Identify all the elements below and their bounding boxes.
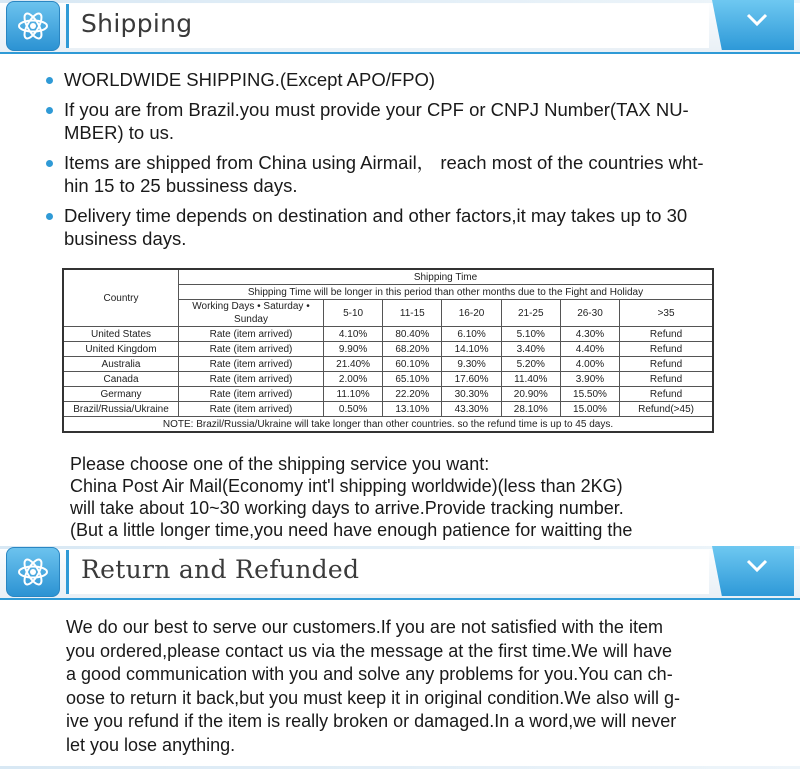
value-cell: 80.40% (383, 327, 442, 342)
value-cell: 11.40% (501, 372, 560, 387)
table-row (63, 357, 713, 372)
list-item: Delivery time depends on destination and other factors,it may takes up to 30 business days. (46, 204, 746, 251)
column-header: 11-15 (383, 300, 442, 327)
value-cell: 0.50% (324, 402, 383, 417)
bottom-divider (0, 766, 800, 769)
rate-cell: Rate (item arrived) (179, 357, 324, 372)
list-item: WORLDWIDE SHIPPING.(Except APO/FPO) (46, 68, 746, 92)
rate-cell: Rate (item arrived) (179, 402, 324, 417)
value-cell: 30.30% (442, 387, 501, 402)
bullet-dot (46, 77, 53, 84)
rate-cell: Rate (item arrived) (179, 327, 324, 342)
column-header: >35 (620, 300, 713, 327)
table-row (63, 327, 713, 342)
value-cell: 60.10% (383, 357, 442, 372)
value-cell: 68.20% (383, 342, 442, 357)
value-cell: 2.00% (324, 372, 383, 387)
value-cell: 13.10% (383, 402, 442, 417)
country-cell: Canada (63, 372, 179, 387)
banner-title-box (66, 4, 709, 48)
text-line: (But a little longer time,you need have enough patience for waitting the (70, 520, 633, 540)
text-line: We do our best to serve our customers.If you are not satisfied with the item (66, 617, 663, 637)
banner-stripe (0, 0, 800, 3)
text-line: China Post Air Mail(Economy int'l shipping worldwide)(less than 2KG) (70, 476, 623, 496)
text-line: will take about 10~30 working days to arrive.Provide tracking number. (70, 498, 624, 518)
table-subheader: Shipping Time will be longer in this period than other months due to the Fight and Holiday (179, 285, 714, 300)
chevron-down-icon (746, 13, 768, 27)
value-cell: 5.20% (501, 357, 560, 372)
value-cell: 17.60% (442, 372, 501, 387)
rate-cell: Rate (item arrived) (179, 387, 324, 402)
list-item: Items are shipped from China using Airmail， reach most of the countries wht- hin 15 to 25 bussiness days. (46, 151, 746, 198)
rate-cell: Rate (item arrived) (179, 342, 324, 357)
text-line: Please choose one of the shipping service you want: (70, 454, 490, 474)
value-cell: Refund (620, 357, 713, 372)
value-cell: 15.00% (560, 402, 619, 417)
shipping-time-header: Shipping Time (179, 269, 714, 285)
table-body (63, 327, 713, 417)
section-title: Shipping (81, 9, 193, 38)
shipping-banner (0, 0, 800, 54)
banner-tab (712, 0, 794, 50)
return-policy-text (66, 616, 756, 757)
atom-icon (6, 547, 60, 597)
value-cell: 20.90% (501, 387, 560, 402)
banner-title-box (66, 550, 709, 594)
rate-cell: Rate (item arrived) (179, 372, 324, 387)
banner-stripe (0, 546, 800, 549)
country-cell: United Kingdom (63, 342, 179, 357)
country-cell: Germany (63, 387, 179, 402)
value-cell: 28.10% (501, 402, 560, 417)
country-cell: Australia (63, 357, 179, 372)
value-cell: 21.40% (324, 357, 383, 372)
text-line: a good communication with you and solve any problems for you.You can ch- (66, 664, 673, 684)
value-cell: Refund (620, 372, 713, 387)
country-cell: United States (63, 327, 179, 342)
shipping-time-table (62, 268, 714, 433)
banner-tab (712, 546, 794, 596)
value-cell: 9.30% (442, 357, 501, 372)
value-cell: 3.40% (501, 342, 560, 357)
value-cell: 22.20% (383, 387, 442, 402)
column-header: 5-10 (324, 300, 383, 327)
shipping-service-text (70, 453, 632, 541)
list-item: If you are from Brazil.you must provide your CPF or CNPJ Number(TAX NU- MBER) to us. (46, 98, 746, 145)
shipping-time-table-wrap (62, 268, 714, 433)
text-line: oose to return it back,but you must keep it in original condition.We also will g- (66, 687, 680, 708)
value-cell: 14.10% (442, 342, 501, 357)
bullet-dot (46, 160, 53, 167)
value-cell: 4.00% (560, 357, 619, 372)
value-cell: 65.10% (383, 372, 442, 387)
text-line: you ordered,please contact us via the message at the first time.We will have (66, 640, 672, 661)
table-row (63, 372, 713, 387)
value-cell: 43.30% (442, 402, 501, 417)
value-cell: 4.30% (560, 327, 619, 342)
column-header: 16-20 (442, 300, 501, 327)
value-cell: Refund (620, 342, 713, 357)
table-note: NOTE: Brazil/Russia/Ukraine will take longer than other countries. so the refund time is up to 45 days. (63, 417, 713, 433)
section-title: Return and Refunded (81, 555, 360, 584)
value-cell: 4.10% (324, 327, 383, 342)
value-cell: 5.10% (501, 327, 560, 342)
atom-icon (6, 1, 60, 51)
table-row (63, 342, 713, 357)
value-cell: 6.10% (442, 327, 501, 342)
bullet-dot (46, 107, 53, 114)
value-cell: 4.40% (560, 342, 619, 357)
column-header: 21-25 (501, 300, 560, 327)
working-days-header: Working Days • Saturday • Sunday (179, 300, 324, 327)
column-header: 26-30 (560, 300, 619, 327)
value-cell: Refund(>45) (620, 402, 713, 417)
chevron-down-icon (746, 559, 768, 573)
country-cell: Brazil/Russia/Ukraine (63, 402, 179, 417)
table-row (63, 387, 713, 402)
shipping-bullet-list (46, 68, 746, 257)
value-cell: 15.50% (560, 387, 619, 402)
text-line: ive you refund if the item is really broken or damaged.In a word,we will never (66, 711, 677, 731)
value-cell: 9.90% (324, 342, 383, 357)
value-cell: Refund (620, 327, 713, 342)
value-cell: 11.10% (324, 387, 383, 402)
value-cell: Refund (620, 387, 713, 402)
return-banner (0, 546, 800, 600)
text-line: let you lose anything. (66, 734, 236, 755)
bullet-dot (46, 213, 53, 220)
value-cell: 3.90% (560, 372, 619, 387)
country-header: Country (63, 269, 179, 327)
table-row (63, 402, 713, 417)
